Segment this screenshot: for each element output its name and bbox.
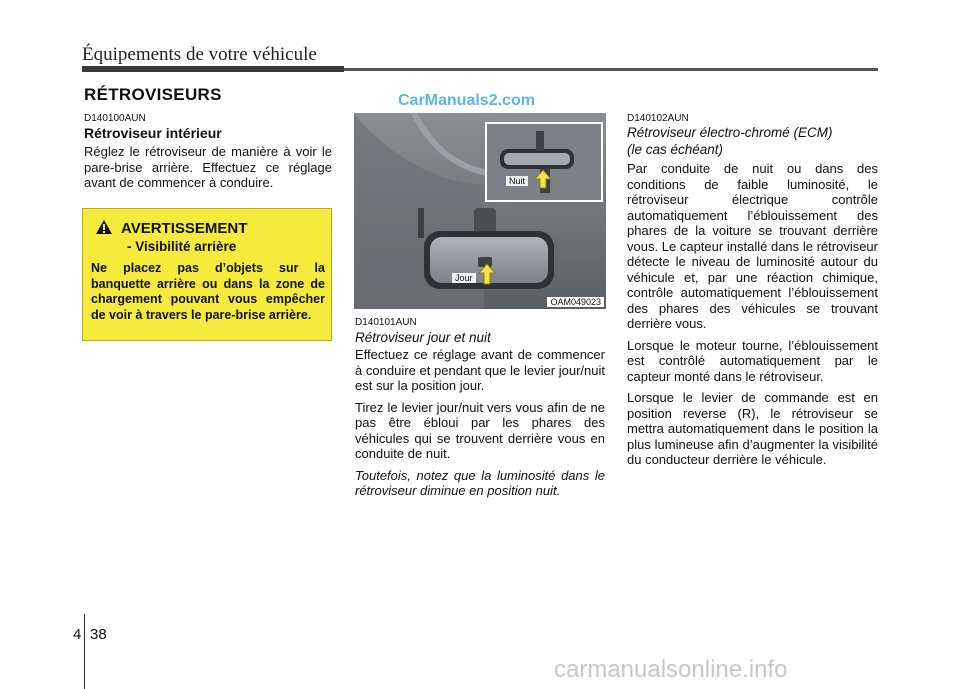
footer-rule	[84, 614, 85, 689]
header-rule-dark	[82, 66, 344, 72]
heading-ecm-mirror: Rétroviseur électro-chromé (ECM)	[627, 125, 833, 140]
section-code-2: D140101AUN	[355, 317, 417, 328]
label-night: Nuit	[506, 176, 528, 186]
warning-text: Ne placez pas d’objets sur la banquette arrière ou dans la zone de chargement pouvant vous empêcher de voir à travers le pare-brise arrière.	[91, 261, 325, 322]
warning-triangle-icon	[95, 219, 113, 235]
col2-paragraph-2: Tirez le levier jour/nuit vers vous afin de ne pas être ébloui par les phares des véhicules qui se trouvent derrière vous en conduite de nuit.	[355, 399, 605, 461]
page-header-title: Équipements de votre véhicule	[82, 44, 317, 65]
col3-paragraph-3: Lorsque le levier de commande est en position reverse (R), le rétroviseur se mettra automatiquement dans le position la plus lumineuse afin d’augmenter la visibilité du conducteur derrière le véhicule.	[627, 390, 878, 467]
heading-ecm-optional: (le cas échéant)	[627, 142, 724, 157]
col2-text	[355, 347, 605, 505]
label-day: Jour	[452, 273, 476, 283]
col2-paragraph-3: Toutefois, notez que la luminosité dans le rétroviseur diminue en position nuit.	[355, 467, 605, 498]
col2-paragraph-1: Effectuez ce réglage avant de commencer à conduire et pendant que le levier jour/nuit est sur la position jour.	[355, 347, 605, 393]
section-code-3: D140102AUN	[627, 113, 689, 124]
chapter-number: 4	[73, 626, 82, 643]
section-code-1: D140100AUN	[84, 113, 146, 124]
col3-text	[627, 161, 878, 474]
col3-paragraph-2: Lorsque le moteur tourne, l’éblouissement est contrôlé automatiquement par le capteur monté dans le rétroviseur.	[627, 337, 878, 384]
warning-subtitle: - Visibilité arrière	[127, 239, 237, 254]
up-arrow-icon	[534, 169, 552, 189]
up-arrow-icon	[478, 263, 496, 285]
watermark-bottom[interactable]: carmanualsonline.info	[554, 656, 788, 683]
page-number: 38	[90, 626, 107, 643]
mirror-figure	[354, 113, 606, 309]
watermark-top[interactable]: CarManuals2.com	[398, 92, 535, 109]
section-title: RÉTROVISEURS	[84, 85, 222, 104]
figure-code: OAM049023	[547, 297, 604, 307]
warning-title: AVERTISSEMENT	[121, 220, 248, 237]
warning-box	[82, 208, 332, 341]
col3-paragraph-1: Par conduite de nuit ou dans des conditions de faible luminosité, le rétroviseur électrique contrôle automatiquement l’éblouissement des phares de la voiture se trouvant derrière vous. Le capteur installé dans le rétroviseur détecte le niveau de luminosité autour du véhicule et, par une réaction chimique, contrôle automatiquement l’éblouissement des phares des véhicules se trouvant derrière vous.	[627, 161, 878, 331]
col1-text	[84, 144, 332, 197]
col1-paragraph: Réglez le rétroviseur de manière à voir le pare-brise arrière. Effectuez ce réglage avant de commencer à conduire.	[84, 144, 332, 190]
header-rule	[344, 68, 878, 71]
heading-interior-mirror: Rétroviseur intérieur	[84, 125, 222, 141]
heading-day-night-mirror: Rétroviseur jour et nuit	[355, 330, 491, 345]
